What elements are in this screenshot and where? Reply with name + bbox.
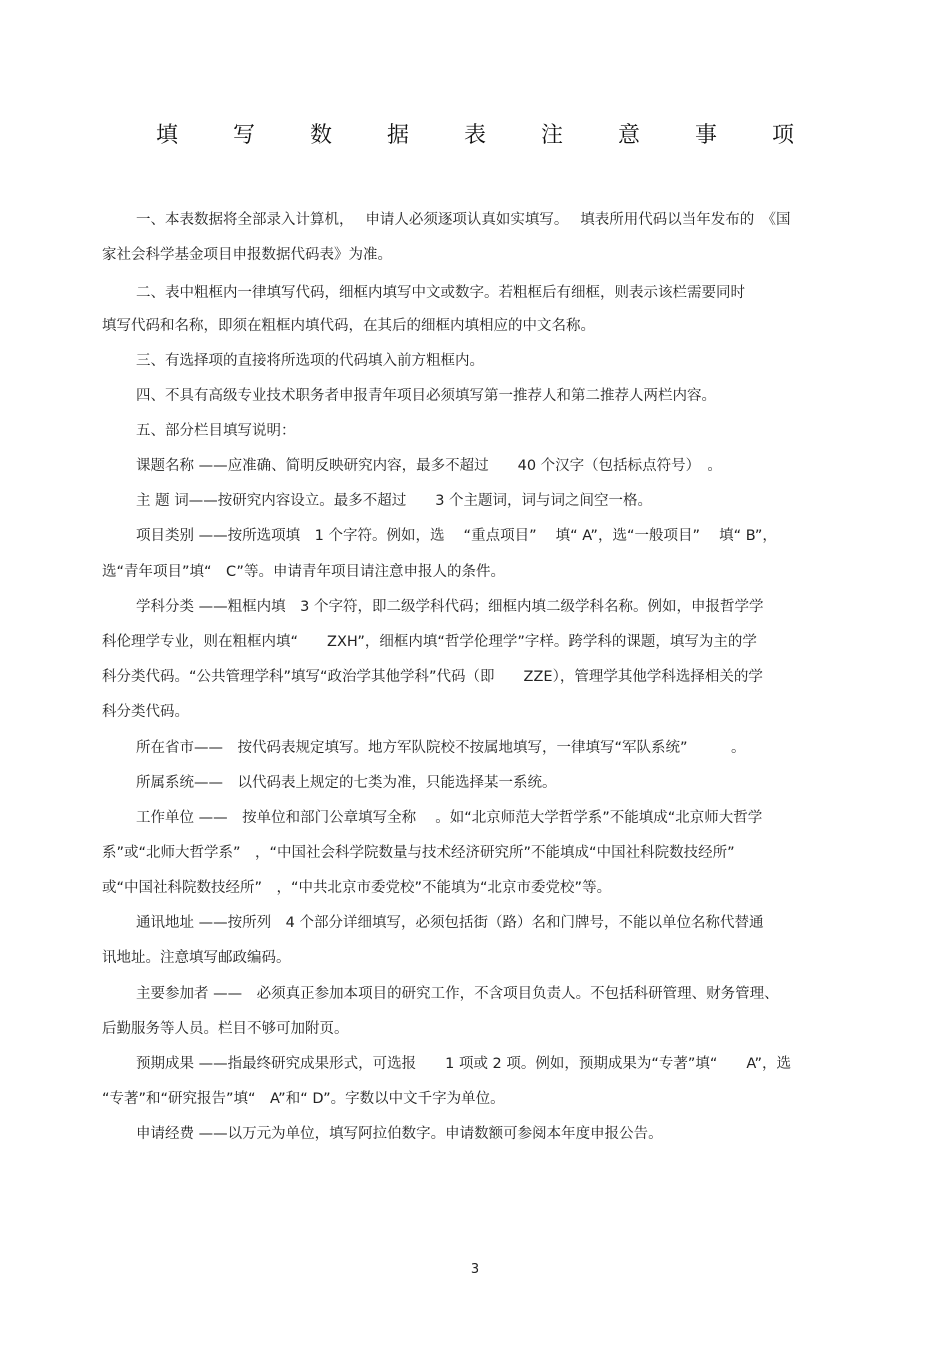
text-line: 家社会科学基金项目申报数据代码表》为准。 [102,247,392,263]
text-line: 主 题 词——按研究内容设立。最多不超过 3 个主题词，词与词之间空一格。 [136,493,653,509]
text-line: “专著”和“研究报告”填“ A”和“ D”。字数以中文千字为单位。 [102,1091,505,1107]
text-line: 一、本表数据将全部录入计算机， 申请人必须逐项认真如实填写。 填表所用代码以当年发布的 《国 [136,212,791,228]
text-line: 五、部分栏目填写说明： [136,423,296,439]
text-line: 申请经费 ——以万元为单位，填写阿拉伯数字。申请数额可参阅本年度申报公告。 [136,1126,663,1142]
text-line: 填写代码和名称，即须在粗框内填代码，在其后的细框内填相应的中文名称。 [102,318,595,334]
text-line: 四、不具有高级专业技术职务者申报青年项目必须填写第一推荐人和第二推荐人两栏内容。 [136,388,716,404]
text-line: 选“青年项目”填“ C”等。申请青年项目请注意申报人的条件。 [102,564,505,580]
text-line: 科分类代码。“公共管理学科”填写“政治学其他学科”代码（即 ZZE），管理学其他学科选择相关的学 [102,669,763,685]
page-number: 3 [470,1262,480,1277]
text-line: 主要参加者 —— 必须真正参加本项目的研究工作，不含项目负责人。不包括科研管理、财务管理、 [136,986,779,1002]
text-line: 科分类代码。 [102,704,189,720]
text-line: 二、表中粗框内一律填写代码，细框内填写中文或数字。若粗框后有细框，则表示该栏需要同时 [136,285,745,301]
text-line: 课题名称 ——应准确、简明反映研究内容，最多不超过 40 个汉字（包括标点符号） 。 [136,458,722,474]
text-line: 学科分类 ——粗框内填 3 个字符，即二级学科代码；细框内填二级学科名称。例如，申报哲学学 [136,599,764,615]
text-line: 项目类别 ——按所选项填 1 个字符。例如，选 “重点项目” 填“ A”，选“一般项目” 填“ B”， [136,528,777,544]
text-line: 通讯地址 ——按所列 4 个部分详细填写，必须包括街（路）名和门牌号，不能以单位名称代替通 [136,915,764,931]
text-line: 所在省市—— 按代码表规定填写。地方军队院校不按属地填写，一律填写“军队系统” 。 [136,740,746,756]
text-line: 所属系统—— 以代码表上规定的七类为准，只能选择某一系统。 [136,775,557,791]
text-line: 预期成果 ——指最终研究成果形式，可选报 1 项或 2 项。例如，预期成果为“专著”填“ A”，选 [136,1056,792,1072]
text-line: 系”或“北师大哲学系” ，“中国社会科学院数量与技术经济研究所”不能填成“中国社科院数技经所” [102,845,735,861]
text-line: 或“中国社科院数技经所” ，“中共北京市委党校”不能填为“北京市委党校”等。 [102,880,612,896]
text-line: 后勤服务等人员。栏目不够可加附页。 [102,1021,349,1037]
page-title: 填 写 数 据 表 注 意 事 项 [156,123,818,148]
text-line: 三、有选择项的直接将所选项的代码填入前方粗框内。 [136,353,484,369]
text-line: 讯地址。注意填写邮政编码。 [102,950,291,966]
text-line: 工作单位 —— 按单位和部门公章填写全称 。如“北京师范大学哲学系”不能填成“北京师大哲学 [136,810,763,826]
text-line: 科伦理学专业，则在粗框内填“ ZXH”，细框内填“哲学伦理学”字样。跨学科的课题，填写为主的学 [102,634,757,650]
